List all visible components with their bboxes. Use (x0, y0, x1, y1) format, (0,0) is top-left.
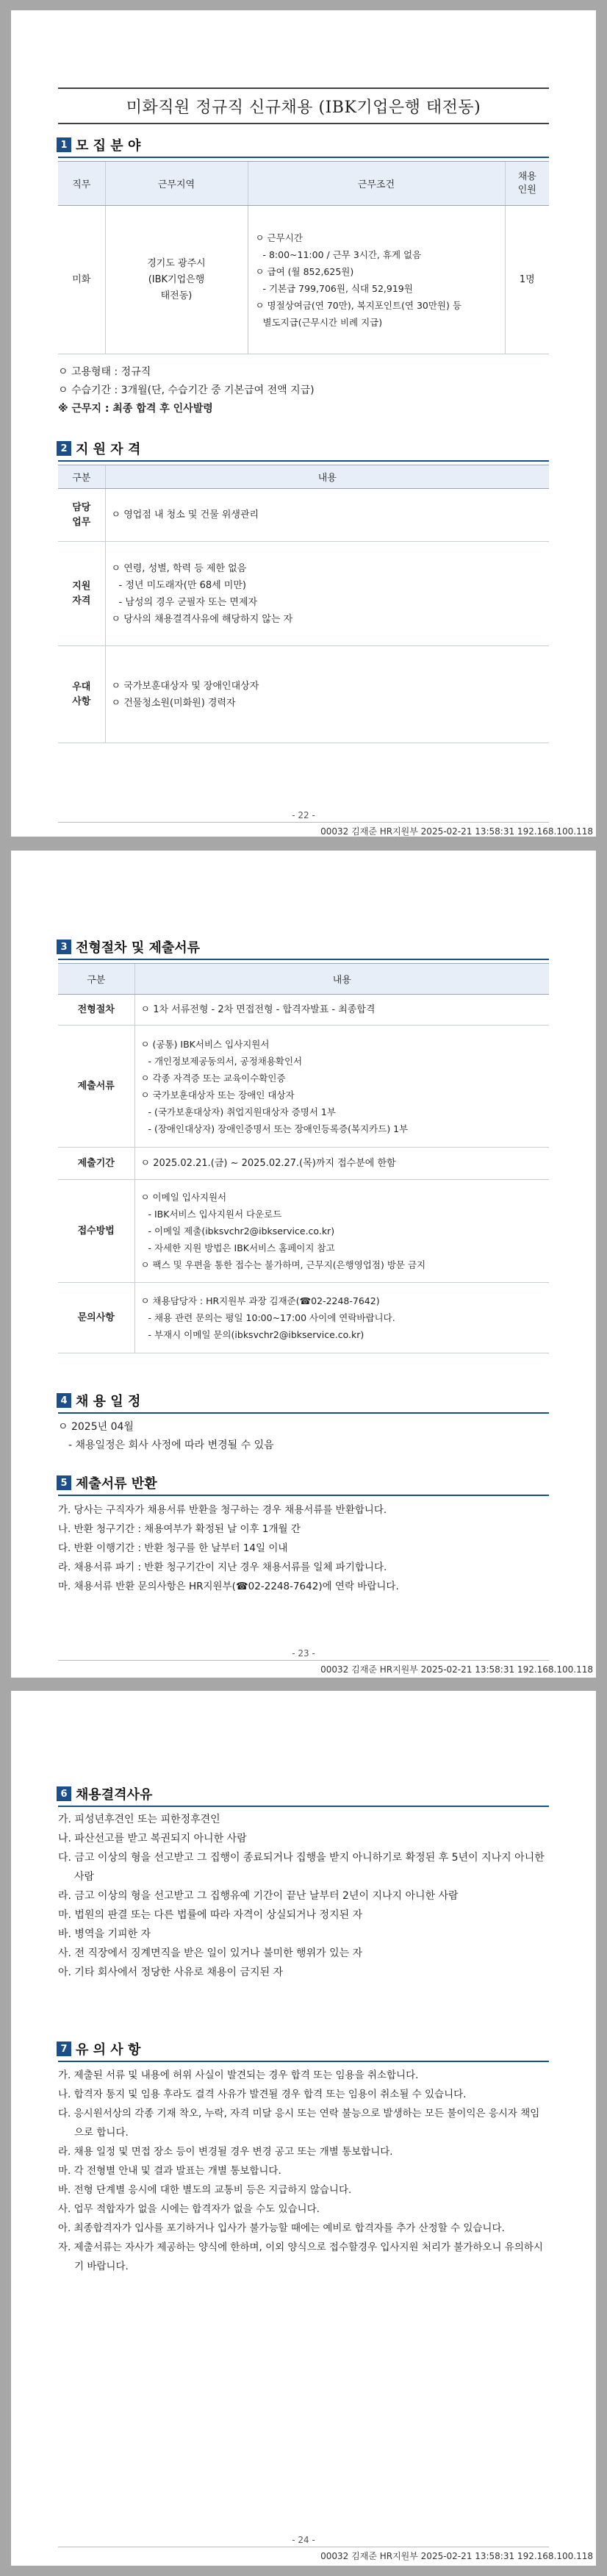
condition-item: ㅇ 근무시간 (255, 232, 303, 243)
content-item: ㅇ 2025.02.21.(금) ~ 2025.02.27.(목)까지 접수분에 한함 (140, 1158, 396, 1169)
section-number-badge: 4 (57, 1393, 71, 1408)
content-item: ㅇ 당사의 채용결격사유에 해당하지 않는 자 (111, 613, 293, 625)
row-label: 전형절차 (58, 995, 134, 1026)
footer-print-meta: 00032 김재준 HR지원부 2025-02-21 13:58:31 192.168.100.118 (320, 826, 593, 837)
footer-print-meta: 00032 김재준 HR지원부 2025-02-21 13:58:31 192.168.100.118 (320, 1664, 593, 1675)
return-item: 마. 채용서류 반환 문의사항은 HR지원부(☎02-2248-7642)에 연락 바랍니다. (58, 1581, 399, 1592)
cautions-list (58, 2066, 549, 2276)
schedule-item: ㅇ 2025년 04월 (58, 1421, 134, 1433)
section-underline (58, 959, 549, 960)
disqualification-list (58, 1810, 549, 1982)
row-content (105, 489, 549, 542)
disq-item: 나. 파산선고를 받고 복권되지 아니한 사람 (58, 1833, 247, 1845)
cell-job: 미화 (58, 206, 105, 354)
section-underline (58, 1495, 549, 1496)
doc-return-list (58, 1500, 549, 1596)
content-item: - 자세한 지원 방법은 IBK서비스 홈페이지 참고 (148, 1242, 335, 1253)
note-item: ㅇ 수습기간 : 3개월(단, 수습기간 중 기본급여 전액 지급) (58, 384, 315, 396)
qual-table-wrap (58, 465, 549, 743)
disq-item: 바. 병역을 기피한 자 (58, 1928, 151, 1940)
content-item: ㅇ 국가보훈대상자 또는 장애인 대상자 (140, 1089, 295, 1101)
th-conditions: 근무조건 (248, 162, 505, 206)
section-underline (58, 1806, 549, 1807)
section-heading-schedule (57, 1391, 140, 1410)
th-category: 구분 (58, 964, 134, 995)
section-heading-recruit (57, 135, 140, 154)
section-heading-process (57, 937, 200, 956)
qualification-table (58, 465, 549, 743)
row-content (134, 1148, 549, 1180)
section-title: 채 용 일 정 (76, 1394, 141, 1409)
section-title: 전형절차 및 제출서류 (76, 940, 201, 956)
recruit-table-wrap (58, 161, 549, 354)
caution-item: 다. 응시원서상의 각종 기재 착오, 누락, 자격 미달 응시 또는 연락 불능으로 발생하는 모든 불이익은 응시자 책임으로 합니다. (58, 2108, 540, 2139)
disq-item: 다. 금고 이상의 형을 선고받고 그 집행이 종료되거나 집행을 받지 아니하기로 확정된 후 5년이 지나지 아니한 사람 (58, 1852, 545, 1883)
section-heading-doc-return (57, 1473, 157, 1492)
section-underline (58, 157, 549, 158)
document-page-22 (11, 10, 596, 837)
footer-print-meta: 00032 김재준 HR지원부 2025-02-21 13:58:31 192.168.100.118 (320, 2551, 593, 2561)
section-title: 모 집 분 야 (76, 138, 141, 154)
note-item: ※ 근무지 : 최종 합격 후 인사발령 (58, 403, 213, 415)
disq-item: 아. 기타 회사에서 정당한 사유로 채용이 금지된 자 (58, 1967, 284, 1978)
content-item: - IBK서비스 입사지원서 다운로드 (148, 1209, 282, 1220)
content-item: ㅇ (공통) IBK서비스 입사지원서 (140, 1038, 270, 1050)
th-job: 직무 (58, 162, 105, 206)
table-row (58, 995, 549, 1026)
th-headcount: 채용 인원 (505, 162, 549, 206)
row-label: 지원 자격 (58, 542, 105, 646)
caution-item: 자. 제출서류는 자사가 제공하는 양식에 한하며, 이외 양식으로 접수할경우 입사지원 처리가 불가하오니 유의하시기 바랍니다. (58, 2242, 543, 2272)
table-row (58, 1283, 549, 1353)
condition-item: - 기본급 799,706원, 식대 52,919원 (262, 282, 413, 294)
section-number-badge: 2 (57, 441, 71, 456)
content-item: ㅇ 1차 서류전형 - 2차 면접전형 - 합격자발표 - 최종합격 (140, 1004, 376, 1015)
employment-notes (58, 363, 549, 418)
footer-divider (58, 1660, 549, 1661)
section-title: 유 의 사 항 (76, 2042, 141, 2058)
section-number-badge: 7 (57, 2042, 71, 2056)
caution-item: 아. 최종합격자가 입사를 포기하거나 입사가 불가능할 때에는 예비로 합격자를 추가 산정할 수 있습니다. (58, 2222, 505, 2234)
content-item: ㅇ 국가보훈대상자 및 장애인대상자 (111, 680, 259, 692)
cell-location: 경기도 광주시 (IBK기업은행 태전동) (105, 206, 248, 354)
th-category: 구분 (58, 465, 105, 489)
disq-item: 라. 금고 이상의 형을 선고받고 그 집행유예 기간이 끝난 날부터 2년이 지나지 아니한 사람 (58, 1890, 459, 1902)
content-item: - (국가보훈대상자) 취업지원대상자 증명서 1부 (148, 1106, 336, 1117)
caution-item: 라. 채용 일정 및 면접 장소 등이 변경될 경우 변경 공고 또는 개별 통보합니다. (58, 2146, 393, 2158)
section-heading-qualifications (57, 439, 140, 458)
document-page-24 (11, 1691, 596, 2566)
caution-item: 바. 전형 단계별 응시에 대한 별도의 교통비 등은 지급하지 않습니다. (58, 2184, 352, 2196)
row-content (134, 1180, 549, 1283)
content-item: ㅇ 채용담당자 : HR지원부 과장 김재준(☎02-2248-7642) (140, 1295, 380, 1306)
row-content (105, 542, 549, 646)
return-item: 나. 반환 청구기간 : 채용여부가 확정된 날 이후 1개월 간 (58, 1523, 301, 1535)
process-table (58, 963, 549, 1353)
section-underline (58, 460, 549, 462)
content-item: ㅇ 연령, 성별, 학력 등 제한 없음 (111, 562, 247, 574)
content-item: - 부재시 이메일 문의(ibksvchr2@ibkservice.co.kr) (148, 1329, 364, 1340)
page-number: - 22 - (292, 810, 315, 820)
section-number-badge: 1 (57, 137, 71, 152)
return-item: 가. 당사는 구직자가 채용서류 반환을 청구하는 경우 채용서류를 반환합니다. (58, 1504, 387, 1516)
table-row (58, 1180, 549, 1283)
document-page-23 (11, 851, 596, 1678)
page-number: - 23 - (292, 1648, 315, 1659)
caution-item: 가. 제출된 서류 및 내용에 허위 사실이 발견되는 경우 합격 또는 임용을 취소합니다. (58, 2069, 419, 2081)
process-table-wrap (58, 963, 549, 1353)
disq-item: 사. 전 직장에서 징계면직을 받은 일이 있거나 불미한 행위가 있는 자 (58, 1947, 363, 1959)
th-content: 내용 (105, 465, 549, 489)
table-row (58, 542, 549, 646)
section-number-badge: 6 (57, 1786, 71, 1801)
section-title: 채용결격사유 (76, 1787, 153, 1803)
cell-conditions (248, 206, 505, 354)
recruit-table (58, 161, 549, 354)
footer-divider (58, 822, 549, 823)
section-heading-cautions (57, 2039, 140, 2058)
content-item: ㅇ 건물청소원(미화원) 경력자 (111, 697, 236, 709)
content-item: ㅇ 각종 자격증 또는 교육이수확인증 (140, 1072, 286, 1084)
note-item: ㅇ 고용형태 : 정규직 (58, 366, 151, 378)
table-row (58, 1026, 549, 1148)
caution-item: 나. 합격자 통지 및 임용 후라도 결격 사유가 발견될 경우 합격 또는 임용이 취소될 수 있습니다. (58, 2089, 467, 2100)
row-label: 우대 사항 (58, 646, 105, 743)
content-item: - 정년 미도래자(만 68세 미만) (118, 579, 246, 591)
content-item: ㅇ 팩스 및 우편을 통한 접수는 불가하며, 근무지(은행영업점) 방문 금지 (140, 1259, 426, 1270)
condition-item: 별도지급(근무시간 비례 지급) (262, 316, 383, 328)
return-item: 라. 채용서류 파기 : 반환 청구기간이 지난 경우 채용서류를 일체 파기합니다. (58, 1561, 387, 1573)
row-content (105, 646, 549, 743)
row-label: 접수방법 (58, 1180, 134, 1283)
section-number-badge: 5 (57, 1475, 71, 1490)
row-content (134, 1283, 549, 1353)
schedule-item: - 채용일정은 회사 사정에 따라 변경될 수 있음 (68, 1439, 274, 1451)
section-number-badge: 3 (57, 940, 71, 954)
row-label: 제출서류 (58, 1026, 134, 1148)
table-row (58, 646, 549, 743)
section-title: 지 원 자 격 (76, 442, 141, 457)
table-row (58, 206, 549, 354)
section-heading-disqualification (57, 1784, 152, 1803)
content-item: - 채용 관련 문의는 평일 10:00~17:00 사이에 연락바랍니다. (148, 1312, 395, 1323)
caution-item: 마. 각 전형별 안내 및 결과 발표는 개별 통보합니다. (58, 2165, 281, 2177)
content-item: ㅇ 이메일 입사지원서 (140, 1192, 227, 1203)
disq-item: 가. 피성년후견인 또는 피한정후견인 (58, 1814, 220, 1825)
return-item: 다. 반환 이행기간 : 반환 청구를 한 날부터 14일 이내 (58, 1542, 288, 1554)
row-label: 제출기간 (58, 1148, 134, 1180)
caution-item: 사. 업무 적합자가 없을 시에는 합격자가 없을 수도 있습니다. (58, 2203, 320, 2215)
th-content: 내용 (134, 964, 549, 995)
row-label: 문의사항 (58, 1283, 134, 1353)
table-row (58, 1148, 549, 1180)
document-title: 미화직원 정규직 신규채용 (IBK기업은행 태전동) (58, 87, 549, 124)
page-number: - 24 - (292, 2535, 315, 2545)
row-content (134, 995, 549, 1026)
content-item: - 개인정보제공동의서, 공정채용확인서 (148, 1055, 303, 1067)
condition-item: - 8:00~11:00 / 근무 3시간, 휴게 없음 (262, 248, 422, 260)
condition-item: ㅇ 급여 (월 852,625원) (255, 265, 354, 277)
content-item: ㅇ 영업점 내 청소 및 건물 위생관리 (111, 509, 259, 520)
content-item: - 남성의 경우 군필자 또는 면제자 (118, 596, 258, 608)
disq-item: 마. 법원의 판결 또는 다른 법률에 따라 자격이 상실되거나 정지된 자 (58, 1909, 363, 1921)
cell-headcount: 1명 (505, 206, 549, 354)
section-title: 제출서류 반환 (76, 1476, 157, 1492)
table-row (58, 489, 549, 542)
section-underline (58, 1412, 549, 1414)
section-underline (58, 2061, 549, 2062)
condition-item: ㅇ 명절상여금(연 70만), 복지포인트(연 30만원) 등 (255, 299, 461, 311)
row-label: 담당 업무 (58, 489, 105, 542)
schedule-list (58, 1418, 549, 1455)
row-content (134, 1026, 549, 1148)
th-location: 근무지역 (105, 162, 248, 206)
content-item: - 이메일 제출(ibksvchr2@ibkservice.co.kr) (148, 1226, 335, 1237)
content-item: - (장애인대상자) 장애인증명서 또는 장애인등록증(복지카드) 1부 (148, 1123, 409, 1134)
